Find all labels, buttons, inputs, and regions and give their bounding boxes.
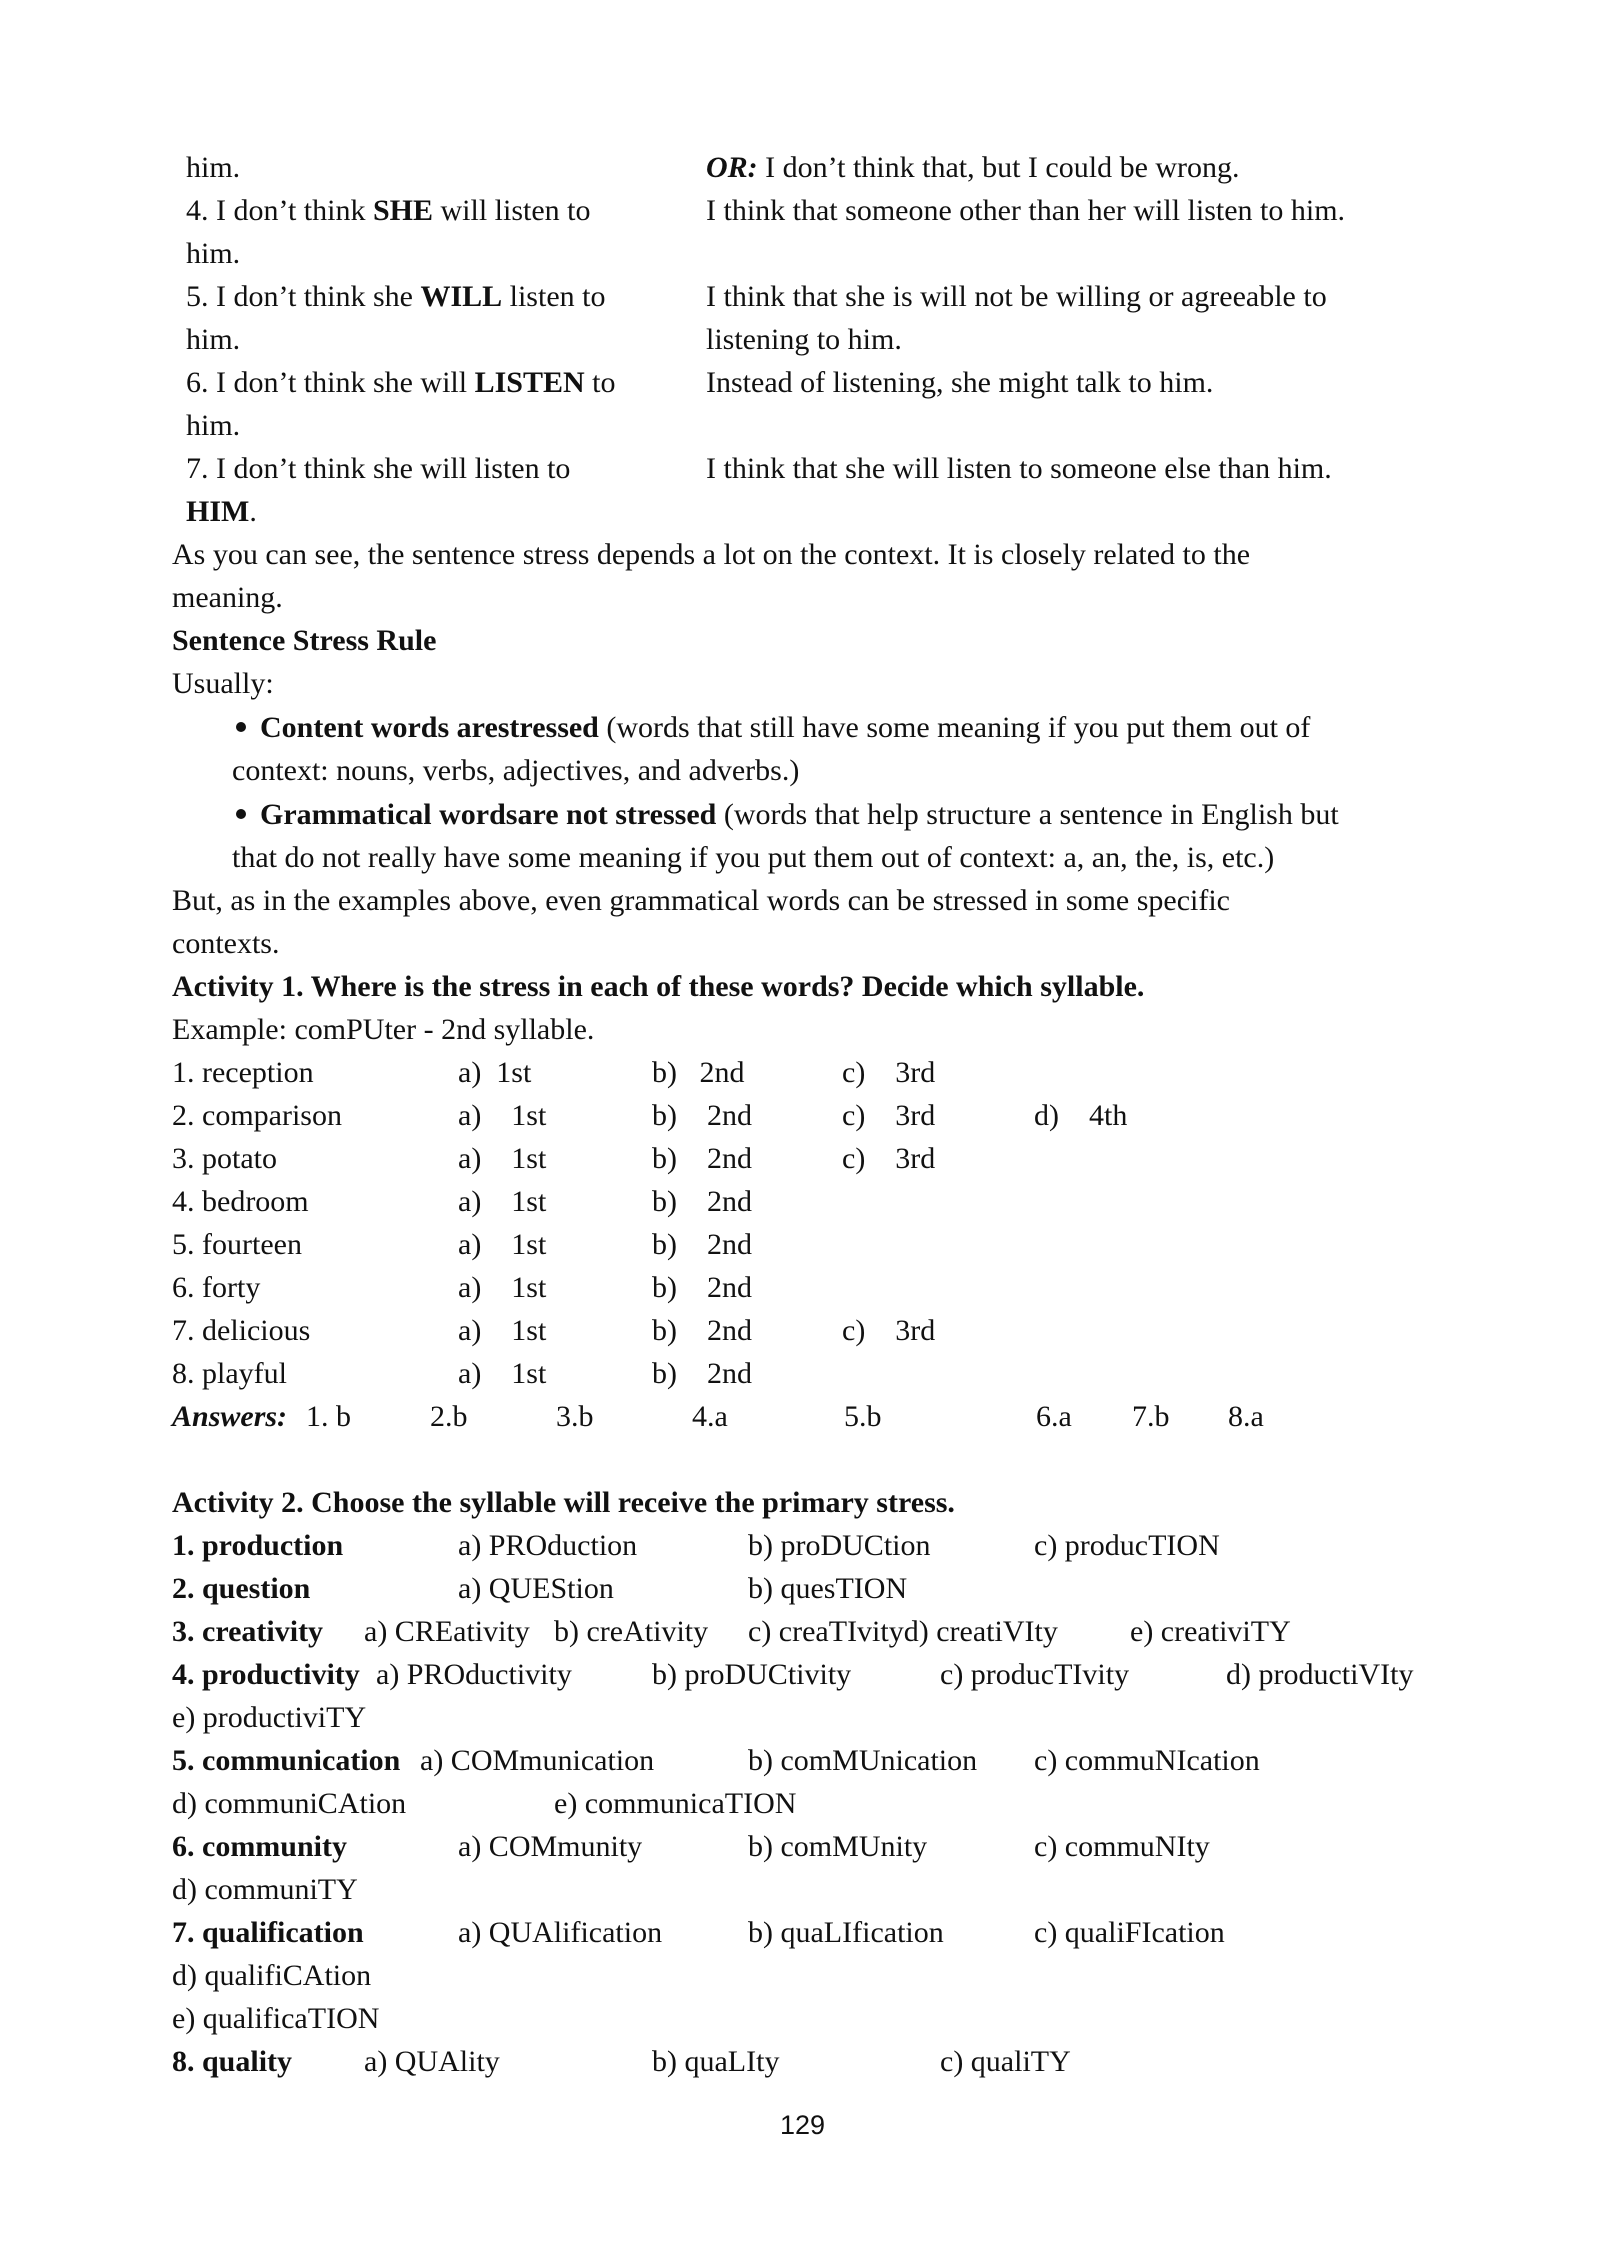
option-a[interactable]: a) 1st xyxy=(458,1056,532,1089)
question-word: 2. question xyxy=(172,1572,311,1605)
question-word: 7. qualification xyxy=(172,1916,364,1949)
question-word: 1. production xyxy=(172,1529,344,1562)
option-a[interactable]: a) QUAlity xyxy=(364,2045,500,2078)
option-e[interactable]: e) productiviTY xyxy=(172,1701,367,1734)
table-row-4-explanation: I think that someone other than her will listen to him. xyxy=(706,194,1346,227)
bullet-content-words-cont: context: nouns, verbs, adjectives, and adverbs.) xyxy=(232,754,800,787)
option-a[interactable]: a) 1st xyxy=(458,1314,547,1347)
option-b[interactable]: b) proDUCtion xyxy=(748,1529,931,1562)
option-b[interactable]: b) 2nd xyxy=(652,1185,752,1218)
bullet-grammatical-words-cont: that do not really have some meaning if you put them out of context: a, an, the, is, etc.) xyxy=(232,841,1275,874)
table-row-5-explanation-cont: listening to him. xyxy=(706,323,902,356)
activity1-word: 6. forty xyxy=(172,1271,261,1304)
answer-item: 1. b xyxy=(306,1400,351,1433)
table-row-7: 7. I don’t think she will listen to xyxy=(186,452,571,485)
option-b[interactable]: b) proDUCtivity xyxy=(652,1658,852,1691)
activity2-title: Activity 2. Choose the syllable will receive the primary stress. xyxy=(172,1486,955,1519)
option-a[interactable]: a) 1st xyxy=(458,1228,547,1261)
option-b[interactable]: b) comMUnication xyxy=(748,1744,978,1777)
activity1-word: 3. potato xyxy=(172,1142,277,1175)
option-a[interactable]: a) 1st xyxy=(458,1271,547,1304)
context-paragraph-line2: meaning. xyxy=(172,581,283,614)
table-row-5-explanation: I think that she is will not be willing or agreeable to xyxy=(706,280,1327,313)
option-d[interactable]: d) 4th xyxy=(1034,1099,1128,1132)
option-c[interactable]: c) qualiTY xyxy=(940,2045,1071,2078)
option-d[interactable]: d) qualifiCAtion xyxy=(172,1959,372,1992)
option-b[interactable]: b) comMUnity xyxy=(748,1830,928,1863)
answer-item: 7.b xyxy=(1132,1400,1170,1433)
option-a[interactable]: a) QUEStion xyxy=(458,1572,614,1605)
bullet-dot-icon xyxy=(236,809,246,819)
option-d[interactable]: d) communiTY xyxy=(172,1873,358,1906)
bullet-dot-icon xyxy=(236,722,246,732)
usually-label: Usually: xyxy=(172,667,274,700)
answer-item: 2.b xyxy=(430,1400,468,1433)
context-paragraph-line1: As you can see, the sentence stress depends a lot on the context. It is closely related to the xyxy=(172,538,1251,571)
option-c[interactable]: c) producTION xyxy=(1034,1529,1220,1562)
option-c[interactable]: c) creaTIvityd) creatiVIty xyxy=(748,1615,1058,1648)
question-word: 3. creativity xyxy=(172,1615,324,1648)
option-b[interactable]: b) 2nd xyxy=(652,1099,752,1132)
table-row-7-cont: HIM. xyxy=(186,495,257,528)
option-b[interactable]: b) creAtivity xyxy=(554,1615,709,1648)
option-a[interactable]: a) CREativity xyxy=(364,1615,530,1648)
question-word: 4. productivity xyxy=(172,1658,360,1691)
question-word: 5. communication xyxy=(172,1744,401,1777)
table-row-6-cont: him. xyxy=(186,409,241,442)
page-number: 129 xyxy=(780,2110,826,2140)
option-c[interactable]: c) producTIvity xyxy=(940,1658,1130,1691)
grammatical-paragraph-line2: contexts. xyxy=(172,927,280,960)
option-d[interactable]: d) productiVIty xyxy=(1226,1658,1414,1691)
option-b[interactable]: b) quaLIty xyxy=(652,2045,780,2078)
option-d[interactable]: d) communiCAtion xyxy=(172,1787,407,1820)
answer-item: 4.a xyxy=(692,1400,728,1433)
activity1-word: 5. fourteen xyxy=(172,1228,302,1261)
option-a[interactable]: a) 1st xyxy=(458,1099,547,1132)
option-b[interactable]: b) quesTION xyxy=(748,1572,908,1605)
table-row-6: 6. I don’t think she will LISTEN to xyxy=(186,366,616,399)
option-c[interactable]: c) 3rd xyxy=(842,1142,936,1175)
answer-item: 5.b xyxy=(844,1400,882,1433)
option-a[interactable]: a) PROduction xyxy=(458,1529,638,1562)
table-row-5-cont: him. xyxy=(186,323,241,356)
answer-item: 3.b xyxy=(556,1400,594,1433)
option-c[interactable]: c) qualiFIcation xyxy=(1034,1916,1225,1949)
option-c[interactable]: c) commuNIty xyxy=(1034,1830,1210,1863)
activity1-word: 8. playful xyxy=(172,1357,287,1390)
bullet-content-words: Content words arestressed (words that still have some meaning if you put them out of xyxy=(232,710,1310,746)
option-c[interactable]: c) 3rd xyxy=(842,1056,936,1089)
option-c[interactable]: c) 3rd xyxy=(842,1314,936,1347)
option-a[interactable]: a) COMmunication xyxy=(420,1744,655,1777)
option-c[interactable]: c) 3rd xyxy=(842,1099,936,1132)
activity1-word: 2. comparison xyxy=(172,1099,342,1132)
option-e[interactable]: e) qualificaTION xyxy=(172,2002,380,2035)
rule-heading: Sentence Stress Rule xyxy=(172,624,437,657)
activity1-word: 4. bedroom xyxy=(172,1185,309,1218)
question-word: 6. community xyxy=(172,1830,347,1863)
table-row-3-cont: him. xyxy=(186,151,241,184)
table-row-7-explanation: I think that she will listen to someone else than him. xyxy=(706,452,1332,485)
option-b[interactable]: b) quaLIfication xyxy=(748,1916,944,1949)
activity1-word: 7. delicious xyxy=(172,1314,311,1347)
bullet-grammatical-words: Grammatical wordsare not stressed (words that help structure a sentence in English but xyxy=(232,797,1339,833)
option-b[interactable]: b) 2nd xyxy=(652,1228,752,1261)
option-a[interactable]: a) QUAlification xyxy=(458,1916,663,1949)
option-b[interactable]: b) 2nd xyxy=(652,1142,752,1175)
option-a[interactable]: a) PROductivity xyxy=(376,1658,572,1691)
option-a[interactable]: a) COMmunity xyxy=(458,1830,643,1863)
table-row-4-cont: him. xyxy=(186,237,241,270)
option-e[interactable]: e) creativiTY xyxy=(1130,1615,1291,1648)
table-row-5: 5. I don’t think she WILL listen to xyxy=(186,280,606,313)
option-b[interactable]: b) 2nd xyxy=(652,1357,752,1390)
table-row-4: 4. I don’t think SHE will listen to xyxy=(186,194,591,227)
answer-item: 8.a xyxy=(1228,1400,1264,1433)
option-b[interactable]: b) 2nd xyxy=(652,1314,752,1347)
option-a[interactable]: a) 1st xyxy=(458,1357,547,1390)
answers-label: Answers: xyxy=(172,1400,288,1433)
option-a[interactable]: a) 1st xyxy=(458,1142,547,1175)
activity1-example: Example: comPUter - 2nd syllable. xyxy=(172,1013,595,1046)
question-word: 8. quality xyxy=(172,2045,293,2078)
grammatical-paragraph-line1: But, as in the examples above, even grammatical words can be stressed in some specific xyxy=(172,884,1230,917)
table-row-3-explanation-alt: OR: I don’t think that, but I could be wrong. xyxy=(706,151,1240,184)
option-c[interactable]: c) commuNIcation xyxy=(1034,1744,1260,1777)
option-a[interactable]: a) 1st xyxy=(458,1185,547,1218)
activity1-word: 1. reception xyxy=(172,1056,314,1089)
table-row-6-explanation: Instead of listening, she might talk to him. xyxy=(706,366,1214,399)
option-b[interactable]: b) 2nd xyxy=(652,1056,745,1089)
option-e[interactable]: e) communicaTION xyxy=(554,1787,797,1820)
answer-item: 6.a xyxy=(1036,1400,1072,1433)
option-b[interactable]: b) 2nd xyxy=(652,1271,752,1304)
activity1-title: Activity 1. Where is the stress in each of these words? Decide which syllable. xyxy=(172,970,1145,1003)
